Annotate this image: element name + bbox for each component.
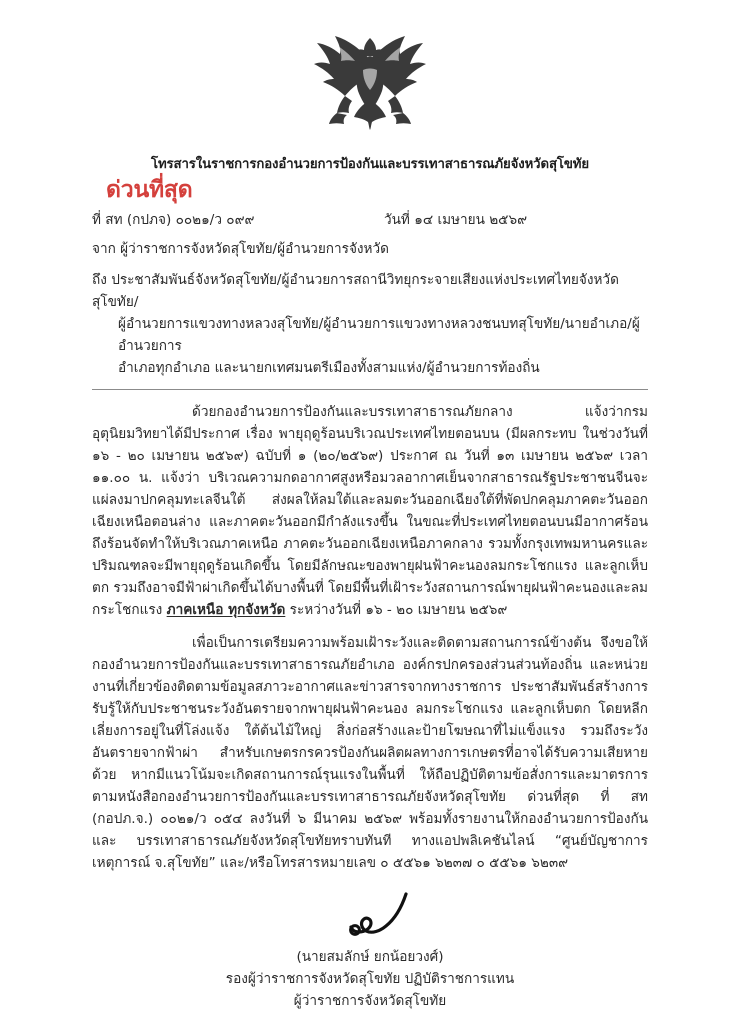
from-line: จาก ผู้ว่าราชการจังหวัดสุโขทัย/ผู้อำนวยการจังหวัด	[92, 241, 389, 258]
document-date: วันที่ ๑๔ เมษายน ๒๕๖๙	[384, 211, 528, 228]
body-paragraph-1	[92, 401, 648, 621]
emblem-container	[92, 0, 648, 140]
paragraph-1-tail: ระหว่างวันที่ ๑๖ - ๒๐ เมษายน ๒๕๖๙	[285, 601, 508, 618]
reference-number: ที่ สท (กปภจ) ๐๐๒๑/ว ๐๙๙	[92, 211, 255, 228]
signer-name: (นายสมลักษ์ ยกน้อยวงศ์)	[296, 948, 444, 965]
reference-row	[92, 210, 648, 230]
urgency-label: ด่วนที่สุด	[106, 177, 193, 204]
addressee-line: ผู้อำนวยการแขวงทางหลวงสุโขทัย/ผู้อำนวยการแขวงทางหลวงชนบทสุโขทัย/นายอำเภอ/ผู้อำนวยการ	[118, 315, 640, 354]
paragraph-2-text: เพื่อเป็นการเตรียมความพร้อมเฝ้าระวังและติดตามสถานการณ์ข้างต้น จึงขอให้กองอำนวยการป้องกันและบรรเทาสาธารณภัยอำเภอ องค์กรปกครองส่วนส่วนท้องถิ่น และหน่วยงานที่เกี่ยวข้องติดตามข้อมูลสภาวะอากาศและข่าวสารจากทางราชการ ประชาสัมพันธ์สร้างการรับรู้ให้กับประชาชนระวังอันตรายจากพายุฝนฟ้าคะนอง ลมกระโชกแรง และลูกเห็บตก โดยหลีกเลี่ยงการอยู่ในที่โล่งแจ้ง ใต้ต้นไม้ใหญ่ สิ่งก่อสร้างและป้ายโฆษณาที่ไม่แข็งแรง รวมถึงระวังอันตรายจากฟ้าผ่า สำหรับเกษตรกรควรป้องกันผลิตผลทางการเกษตรที่อาจได้รับความเสียหายด้วย หากมีแนวโน้มจะเกิดสถานการณ์รุนแรงในพื้นที่ ให้ถือปฏิบัติตามข้อสั่งการและมาตรการตามหนังสือกองอำนวยการป้องกันและบรรเทาสาธารณภัยจังหวัดสุโขทัย ด่วนที่สุด ที่ สท (กอปภ.จ.) ๐๐๒๑/ว ๐๕๔ ลงวันที่ ๖ มีนาคม ๒๕๖๙ พร้อมทั้งรายงานให้กองอำนวยการป้องกันและ บรรเทาสาธารณภัยจังหวัดสุโขทัยทราบทันที ทางแอปพลิเคชันไลน์ “ศูนย์บัญชาการเหตุการณ์ จ.สุโขทัย” และ/หรือโทรสารหมายเลข ๐ ๕๕๖๑ ๖๒๓๗ ๐ ๕๕๖๑ ๖๒๓๙	[92, 634, 648, 871]
signature-block	[92, 890, 648, 1012]
body-paragraph-2	[92, 632, 648, 874]
handwritten-signature	[92, 890, 648, 944]
addressee-block	[92, 269, 648, 379]
signer-position-line-1: รองผู้ว่าราชการจังหวัดสุโขทัย ปฏิบัติราชการแทน	[225, 970, 515, 987]
addressee-line: ถึง ประชาสัมพันธ์จังหวัดสุโขทัย/ผู้อำนวยการสถานีวิทยุกระจายเสียงแห่งประเทศไทยจังหวัดสุโขทัย/	[92, 271, 619, 310]
paragraph-1-text: ด้วยกองอำนวยการป้องกันและบรรเทาสาธารณภัยกลาง แจ้งว่ากรมอุตุนิยมวิทยาได้มีประกาศ เรื่อง พายุฤดูร้อนบริเวณประเทศไทยตอนบน (มีผลกระทบ ในช่วงวันที่ ๑๖ - ๒๐ เมษายน ๒๕๖๙) ฉบับที่ ๑ (๒๐/๒๕๖๙) ประกาศ ณ วันที่ ๑๓ เมษายน ๒๕๖๙ เวลา ๑๑.๐๐ น. แจ้งว่า บริเวณความกดอากาศสูงหรือมวลอากาศเย็นจากสาธารณรัฐประชาชนจีนจะแผ่ลงมาปกคลุมทะเลจีนใต้ ส่งผลให้ลมใต้และลมตะวันออกเฉียงใต้ที่พัดปกคลุมภาคตะวันออกเฉียงเหนือตอนล่าง และภาคตะวันออกมีกำลังแรงขึ้น ในขณะที่ประเทศไทยตอนบนมีอากาศร้อนถึงร้อนจัดทำให้บริเวณภาคเหนือ ภาคตะวันออกเฉียงเหนือภาคกลาง รวมทั้งกรุงเทพมหานครและปริมณฑลจะมีพายุฤดูร้อนเกิดขึ้น โดยมีลักษณะของพายุฝนฟ้าคะนองลมกระโชกแรง และลูกเห็บตก รวมถึงอาจมีฟ้าผ่าเกิดขึ้นได้บางพื้นที่ โดยมีพื้นที่เฝ้าระวังสถานการณ์พายุฝนฟ้าคะนองและลมกระโชกแรง	[92, 403, 648, 618]
document-title: โทรสารในราชการกองอำนวยการป้องกันและบรรเทาสาธารณภัยจังหวัดสุโขทัย	[150, 157, 590, 172]
paragraph-1-emphasis: ภาคเหนือ ทุกจังหวัด	[166, 601, 286, 618]
addressee-line: อำเภอทุกอำเภอ และนายกเทศมนตรีเมืองทั้งสามแห่ง/ผู้อำนวยการท้องถิ่น	[118, 359, 540, 376]
header-divider	[92, 389, 648, 390]
garuda-emblem	[311, 30, 429, 134]
signer-position-line-2: ผู้ว่าราชการจังหวัดสุโขทัย	[293, 993, 447, 1009]
